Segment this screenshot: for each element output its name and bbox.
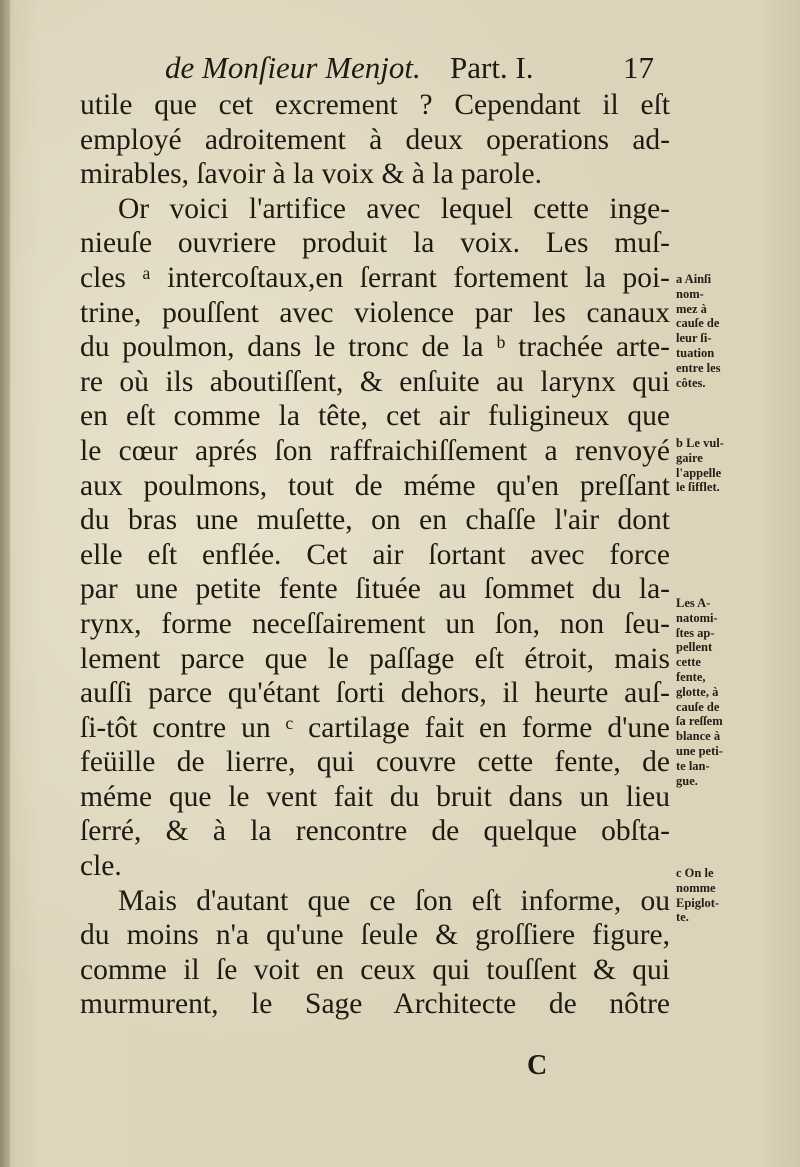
text-line: rynx, forme neceſſairement un ſon, non ſeu-	[80, 607, 670, 640]
text-line: par une petite fente ſituée au ſommet du la-	[80, 573, 670, 606]
note-line: ſtes ap-	[676, 625, 715, 640]
text-line: Mais d'autant que ce ſon eſt informe, ou	[118, 884, 670, 917]
note-line: c On le	[676, 866, 714, 880]
side-note-b	[676, 436, 791, 495]
text-line: employé adroitement à deux operations ad-	[80, 123, 670, 156]
note-line: mez à	[676, 301, 707, 316]
text-line: elle eſt enflée. Cet air ſortant avec force	[80, 538, 670, 571]
note-line: côtes.	[676, 375, 706, 390]
note-line: une peti-	[676, 743, 723, 758]
text-line: du bras une muſette, on en chaſſe l'air dont	[80, 504, 670, 537]
signature-mark: C	[527, 1050, 548, 1081]
side-note-a	[676, 272, 791, 390]
side-note-anatomists	[676, 596, 791, 788]
text-line: du moins n'a qu'une ſeule & groſſiere figure,	[80, 919, 670, 952]
text-line: lement parce que le paſſage eſt étroit, mais	[80, 642, 670, 675]
note-line: ſa reſſem	[676, 714, 723, 729]
text-line: le cœur aprés ſon raffraichiſſement a renvoyé	[80, 434, 670, 467]
text-line: auſſi parce qu'étant ſorti dehors, il heurte auſ-	[80, 677, 670, 710]
note-line: cette	[676, 655, 701, 670]
text-line: ſi-tôt contre un ᶜ cartilage fait en forme d'une	[80, 711, 670, 744]
main-text-block	[80, 88, 670, 1022]
running-header	[165, 50, 685, 90]
text-line: cle.	[80, 850, 122, 883]
text-line: comme il ſe voit en ceux qui touſſent & qui	[80, 953, 670, 986]
text-line: cles ᵃ intercoſtaux,en ſerrant fortement la poi-	[80, 261, 670, 294]
note-line: leur ſi-	[676, 331, 712, 346]
text-line: feüille de lierre, qui couvre cette fente, de	[80, 746, 670, 779]
note-line: tuation	[676, 345, 715, 360]
note-line: te.	[676, 910, 689, 925]
running-title: de Monſieur Menjot.	[165, 50, 421, 85]
text-line: nieuſe ouvriere produit la voix. Les muſ-	[80, 227, 670, 260]
text-line: en eſt comme la tête, cet air fuligineux que	[80, 400, 670, 433]
note-line: gaire	[676, 450, 703, 465]
text-line: ſerré, & à la rencontre de quelque obſta-	[80, 815, 670, 848]
note-line: Les A-	[676, 596, 711, 610]
note-line: nomme	[676, 880, 716, 895]
note-line: le ſifflet.	[676, 480, 720, 495]
note-line: cauſe de	[676, 316, 720, 331]
note-line: nom-	[676, 286, 704, 301]
note-line: te lan-	[676, 758, 710, 773]
text-line: aux poulmons, tout de méme qu'en preſſant	[80, 469, 670, 502]
text-line: mirables, ſavoir à la voix & à la parole.	[80, 158, 543, 191]
note-line: b Le vul-	[676, 436, 724, 450]
text-line: utile que cet excrement ? Cependant il eſt	[80, 89, 670, 121]
note-line: l'appelle	[676, 465, 722, 480]
text-line: Or voici l'artifice avec lequel cette inge-	[118, 192, 670, 225]
text-line: méme que le vent fait du bruit dans un lieu	[80, 780, 670, 813]
page-number: 17	[623, 50, 654, 85]
text-line: trine, pouſſent avec violence par les canaux	[80, 296, 670, 329]
note-line: blance à	[676, 729, 721, 744]
note-line: fente,	[676, 669, 706, 684]
side-note-c	[676, 866, 791, 925]
note-line: cauſe de	[676, 699, 720, 714]
note-line: pellent	[676, 640, 713, 655]
note-line: entre les	[676, 360, 721, 375]
text-line: murmurent, le Sage Architecte de nôtre	[80, 988, 670, 1021]
note-line: natomi-	[676, 610, 718, 625]
text-line: re où ils aboutiſſent, & enſuite au larynx qui	[80, 365, 670, 398]
note-line: a Ainſi	[676, 272, 712, 286]
text-line: du poulmon, dans le tronc de la ᵇ trachée arte-	[80, 331, 670, 364]
page-binding-shadow	[0, 0, 10, 1167]
note-line: Epiglot-	[676, 895, 720, 910]
note-line: gue.	[676, 773, 698, 788]
note-line: glotte, à	[676, 684, 719, 699]
part-label: Part. I.	[450, 50, 534, 85]
